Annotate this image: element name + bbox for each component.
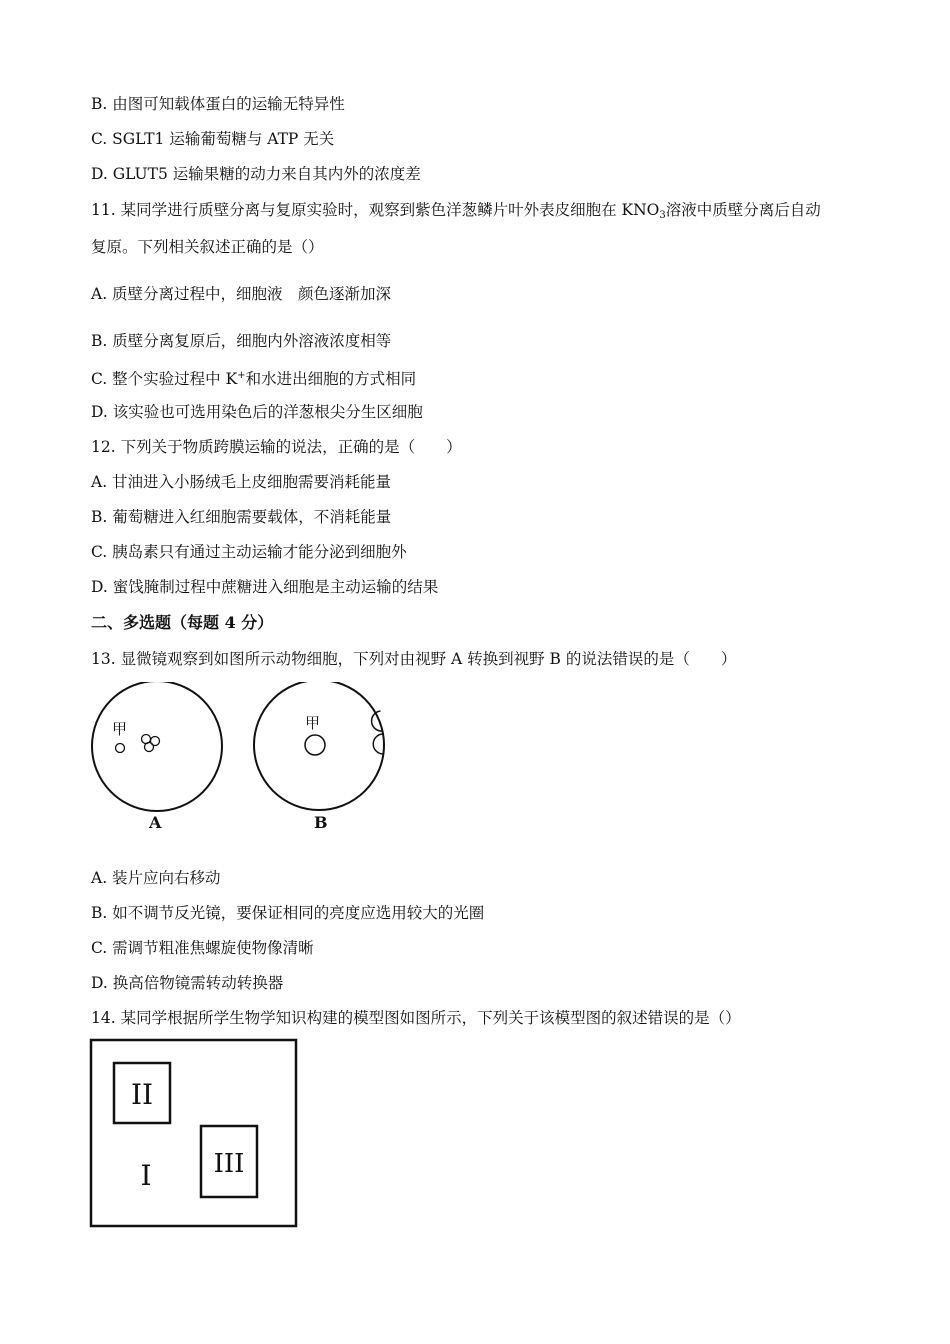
q11-option-d: D. 该实验也可选用染色后的洋葱根尖分生区细胞 <box>91 403 423 421</box>
q11-stem-part1: 11. 某同学进行质壁分离与复原实验时，观察到紫色洋葱鳞片叶外表皮细胞在 KNO <box>91 201 660 219</box>
q11-option-c-part2: 和水进出细胞的方式相同 <box>245 370 417 388</box>
view-b-field-circle <box>254 682 384 810</box>
view-a-cell-label: 甲 <box>112 720 128 738</box>
view-a-cell-cluster-3 <box>145 743 154 752</box>
q11-option-c <box>91 366 416 389</box>
section-heading-multiple-choice: 二、多选题（每题 4 分） <box>91 613 274 632</box>
q13-option-b: B. 如不调节反光镜，要保证相同的亮度应选用较大的光圈 <box>91 904 485 922</box>
box-ii-label: II <box>130 1078 154 1111</box>
view-b-label: B <box>314 813 328 832</box>
view-b-cell-label: 甲 <box>305 714 321 732</box>
view-b-edge-cell-2 <box>373 734 383 754</box>
view-a-label: A <box>149 813 162 832</box>
q13-option-c: C. 需调节粗准焦螺旋使物像清晰 <box>91 939 314 957</box>
q12-option-b: B. 葡萄糖进入红细胞需要载体，不消耗能量 <box>91 508 392 526</box>
q10-option-b: B. 由图可知载体蛋白的运输无特异性 <box>91 95 345 113</box>
view-a-field-circle <box>92 682 222 811</box>
q11-stem-subscript: 3 <box>659 210 666 221</box>
q10-option-c: C. SGLT1 运输葡萄糖与 ATP 无关 <box>91 130 335 148</box>
q11-stem-part2: 溶液中质壁分离后自动 <box>665 201 821 219</box>
outer-box-i <box>91 1040 296 1226</box>
q11-stem-line2: 复原。下列相关叙述正确的是（） <box>91 238 324 256</box>
view-a-cell-jia <box>116 744 125 753</box>
q11-option-b: B. 质壁分离复原后，细胞内外溶液浓度相等 <box>91 332 392 350</box>
q12-option-c: C. 胰岛素只有通过主动运输才能分泌到细胞外 <box>91 543 407 561</box>
q12-option-d: D. 蜜饯腌制过程中蔗糖进入细胞是主动运输的结果 <box>91 578 439 596</box>
q11-stem <box>91 200 821 226</box>
q13-option-a: A. 装片应向右移动 <box>91 869 221 887</box>
outer-box-i-label: I <box>140 1159 152 1192</box>
q11-option-a: A. 质壁分离过程中，细胞液 颜色逐渐加深 <box>91 285 392 303</box>
q14-stem: 14. 某同学根据所学生物学知识构建的模型图如图所示，下列关于该模型图的叙述错误的是（） <box>91 1009 741 1027</box>
view-b-cell-jia <box>305 735 325 755</box>
q13-option-d: D. 换高倍物镜需转动转换器 <box>91 974 284 992</box>
q13-microscope-figure <box>86 682 396 834</box>
box-iii-label: III <box>213 1149 245 1179</box>
q12-option-a: A. 甘油进入小肠绒毛上皮细胞需要消耗能量 <box>91 473 392 491</box>
q12-stem: 12. 下列关于物质跨膜运输的说法，正确的是（ ） <box>91 438 462 456</box>
q14-model-figure <box>89 1038 301 1231</box>
q11-option-c-superscript: + <box>237 370 246 381</box>
q10-option-d: D. GLUT5 运输果糖的动力来自其内外的浓度差 <box>91 165 421 183</box>
q11-option-c-part1: C. 整个实验过程中 K <box>91 370 238 388</box>
q13-stem: 13. 显微镜观察到如图所示动物细胞，下列对由视野 A 转换到视野 B 的说法错误的是（ ） <box>91 650 737 668</box>
